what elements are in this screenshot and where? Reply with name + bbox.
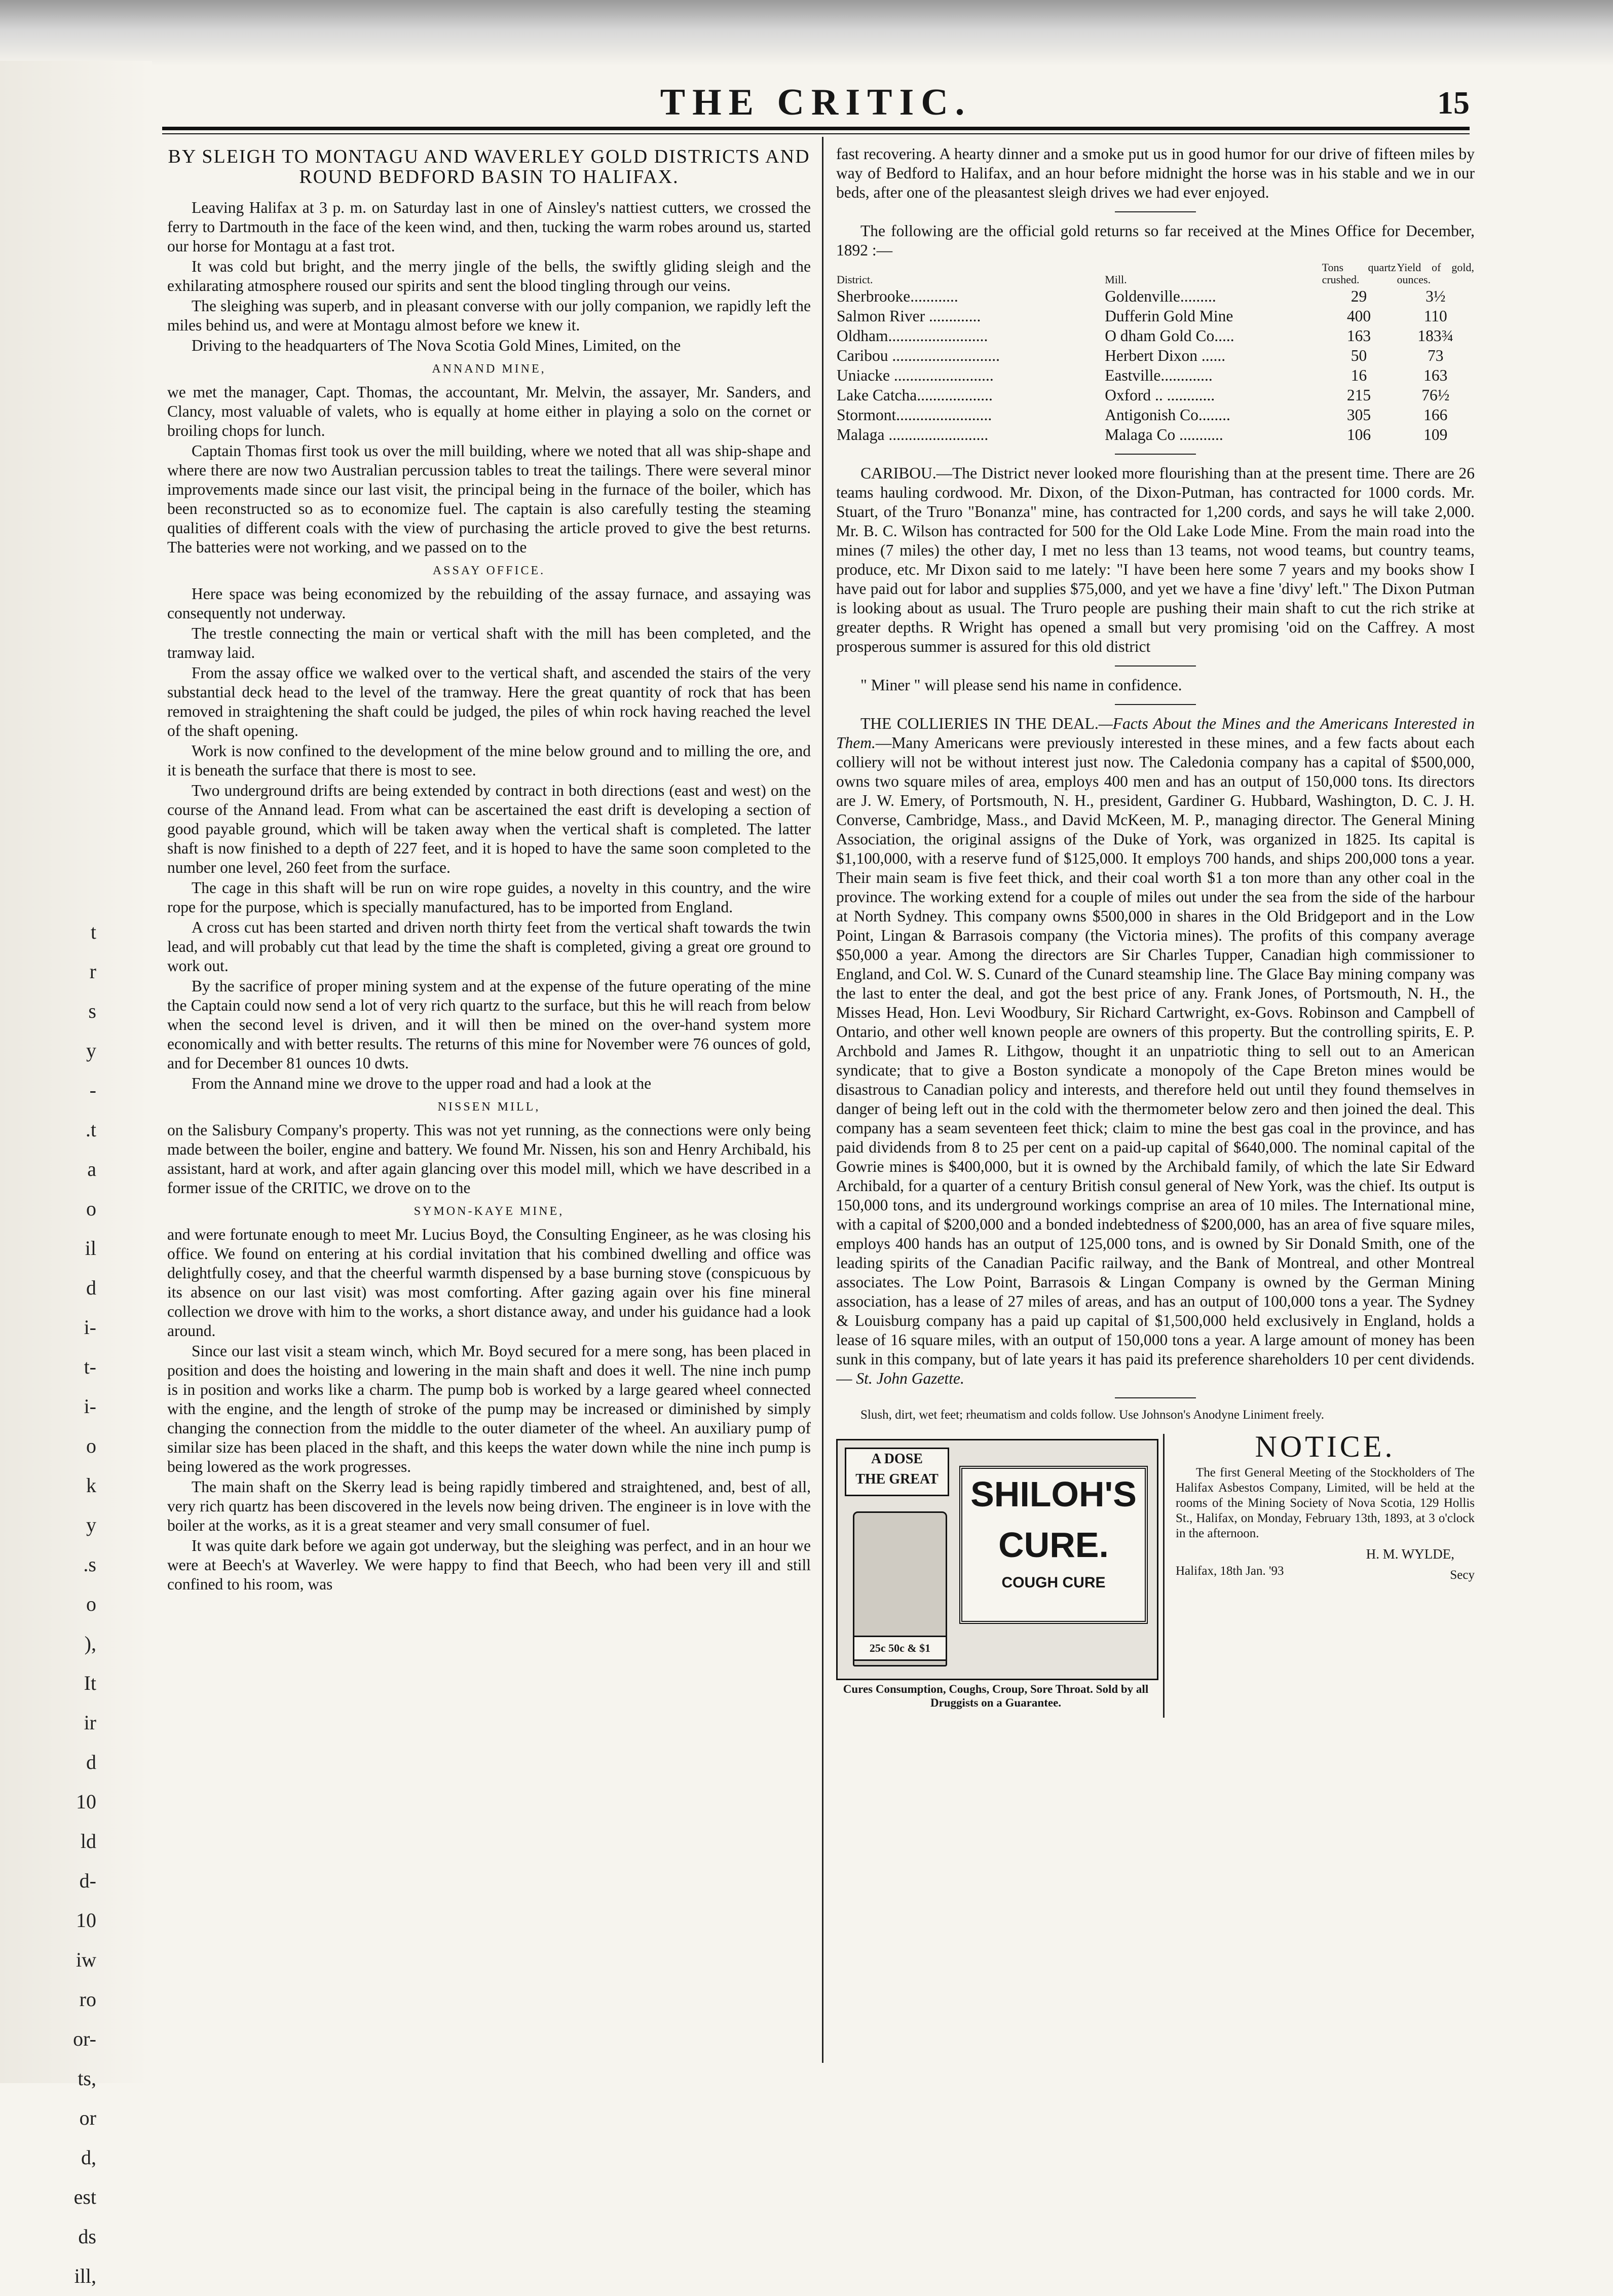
table-cell-mill: Oxford .. ............: [1105, 386, 1215, 404]
table-cell-district: Caribou ...........................: [837, 347, 1000, 364]
table-cell-yield: 73: [1428, 347, 1444, 364]
table-cell-tons: 215: [1346, 386, 1371, 404]
paragraph: The sleighing was superb, and in pleasant converse with our jolly companion, we rapidly left the miles behind us, and were at Montagu almost before we knew it.: [167, 297, 811, 334]
margin-fragment: r: [89, 960, 96, 983]
table-cell-district: Oldham.........................: [837, 327, 988, 345]
margin-fragment: or-: [73, 2027, 96, 2050]
table-cell-tons: 400: [1346, 307, 1371, 325]
table-header-row: [836, 261, 1475, 286]
margin-fragment: .s: [83, 1553, 96, 1576]
notice-box: [1176, 1430, 1475, 1582]
margin-fragment: t-: [84, 1355, 96, 1378]
paragraph: Since our last visit a steam winch, which Mr. Boyd secured for a mere song, has been placed in position and does the hoisting and lowering in the main shaft and does it well. The nine inch pump is in position and works like a charm. The pump bob is worked by a large geared wheel connected with the engine, and the length of stroke of the pump may be increased or diminished by simply changing the connection from the middle to the outer diameter of the wheel. An auxiliary pump of similar size has been placed in the shaft, and this keeps the water down while the nine inch pump is being lowered as the work progresses.: [167, 1342, 811, 1475]
notice-date-line: [1176, 1564, 1475, 1582]
paragraph: and were fortunate enough to meet Mr. Lucius Boyd, the Consulting Engineer, as he was closing his office. We found on entering at his cordial invitation that his combined dwelling and office was delightfully cosey, and that the cheerful warmth dispensed by a base burning stove (conspicuous by its absence on our last visit) was most comforting. After gazing again over his fine mineral collection we drove with him to the works, a short distance away, and under his guidance had a look around.: [167, 1226, 811, 1340]
table-cell-mill: Dufferin Gold Mine: [1105, 307, 1233, 325]
collieries-lead: THE COLLIERIES IN THE DEAL.: [860, 715, 1099, 732]
paragraph: From the assay office we walked over to the vertical shaft, and ascended the stairs of the very substantial deck head to the level of the tramway. Here the great quantity of rock that has been removed in straightening the shaft could be judged, the piles of whin rock having reached the level of the shaft opening.: [167, 664, 811, 739]
paragraph: Here space was being economized by the rebuilding of the assay furnace, and assaying was consequently not underway.: [167, 585, 811, 622]
margin-fragment: t: [90, 920, 96, 943]
table-cell-mill: Goldenville.........: [1105, 287, 1216, 305]
table-cell-district: Uniacke .........................: [837, 366, 994, 384]
margin-fragment: d,: [81, 2146, 96, 2169]
header-rule-thin: [162, 133, 1470, 134]
table-cell-yield: 183¾: [1417, 327, 1454, 345]
paragraph: Two underground drifts are being extended by contract in both directions (east and west) on the course of the Annand lead. From what can be ascertained the east drift is developing a section of good payable ground, which will be taken away when the vertical shaft is completed. The latter shaft is now finished to a depth of 227 feet, and it is hoped to have the same soon completed to the number one level, 260 feet from the surface.: [167, 782, 811, 876]
separator-rule: [1115, 704, 1196, 705]
margin-fragment: a: [87, 1158, 96, 1180]
notice-date: Halifax, 18th Jan. '93: [1176, 1564, 1284, 1578]
paragraph: From the Annand mine we drove to the upper road and had a look at the: [192, 1075, 652, 1092]
table-cell-tons: 163: [1346, 327, 1371, 345]
margin-fragment: ir: [84, 1711, 96, 1734]
advertisement-area: [836, 1430, 1475, 1718]
margin-fragment: k: [86, 1474, 96, 1497]
table-cell-yield: 163: [1423, 366, 1448, 384]
header-rule: [162, 127, 1470, 130]
margin-fragment: s: [88, 999, 96, 1022]
table-cell-tons: 106: [1346, 426, 1371, 443]
separator-rule: [1115, 1397, 1196, 1398]
page-number: 15: [1437, 85, 1470, 121]
margin-fragment: ill,: [74, 2265, 96, 2287]
margin-fragment: .t: [85, 1118, 96, 1141]
bottle-price: 25c 50c & $1: [853, 1636, 947, 1661]
notice-role: Secy: [1450, 1568, 1475, 1582]
margin-fragment: est: [73, 2186, 96, 2208]
table-row: [836, 286, 1475, 306]
margin-fragment: or: [79, 2106, 96, 2129]
section-heading: SYMON-KAYE MINE,: [414, 1205, 565, 1218]
table-row: [836, 326, 1475, 346]
paragraph: By the sacrifice of proper mining system and at the expense of the future operating of the mine the Captain could now send a lot of very rich quartz to the surface, but this he will reach from below when the second level is driven, and it will then be mined on the over-hand system more economically and with better results. The returns of this mine for November were 76 ounces of gold, and for December 81 ounces 10 dwts.: [167, 977, 811, 1072]
table-cell-mill: Malaga Co ...........: [1105, 426, 1223, 443]
notice-body: The first General Meeting of the Stockholders of The Halifax Asbestos Company, Limited, will be held at the rooms of the Mining Society of Nova Scotia, 129 Hollis St., Halifax, on Monday, February 13th, 1893, at 3 o'clock in the afternoon.: [1176, 1466, 1475, 1540]
margin-fragment: i-: [84, 1316, 96, 1339]
margin-fragment: d: [86, 1276, 96, 1299]
table-row: [836, 405, 1475, 425]
miner-note: " Miner " will please send his name in confidence.: [860, 676, 1182, 694]
bottle-label: COUGH CURE: [1001, 1574, 1106, 1591]
column-header: District.: [837, 273, 873, 286]
brand-label: SHILOH'S CURE. COUGH CURE: [959, 1466, 1148, 1624]
margin-fragment: y: [86, 1513, 96, 1536]
table-cell-mill: O dham Gold Co.....: [1105, 327, 1234, 345]
margin-fragment: -: [89, 1079, 96, 1101]
article-title: BY SLEIGH TO MONTAGU AND WAVERLEY GOLD DISTRICTS AND ROUND BEDFORD BASIN TO HALIFAX.: [168, 146, 810, 188]
paragraph: fast recovering. A hearty dinner and a smoke put us in good humor for our drive of fifteen miles by way of Bedford to Halifax, and an hour before midnight the horse was in his stable and we in our beds, after one of the pleasantest sleigh drives we had ever enjoyed.: [836, 145, 1475, 201]
table-cell-district: Salmon River .............: [837, 307, 981, 325]
paragraph: Work is now confined to the development of the mine below ground and to milling the ore, and it is beneath the surface that there is most to see.: [167, 742, 811, 779]
notice-signer: H. M. WYLDE,: [1366, 1546, 1454, 1562]
scan-shadow-top: [0, 0, 1613, 66]
column-divider: [822, 137, 823, 2063]
table-cell-yield: 166: [1423, 406, 1448, 424]
section-heading: NISSEN MILL,: [437, 1100, 541, 1114]
margin-fragment: ts,: [78, 2067, 96, 2090]
table-cell-tons: 16: [1351, 366, 1367, 384]
table-cell-yield: 76½: [1421, 386, 1450, 404]
margin-fragment: o: [86, 1593, 96, 1615]
paragraph: It was cold but bright, and the merry jingle of the bells, the swiftly gliding sleigh and the exhilarating atmosphere roused our spirits and sent the blood tingling through our veins.: [167, 257, 811, 294]
margin-fragment: il: [85, 1237, 96, 1260]
ad-caption: Cures Consumption, Coughs, Croup, Sore Throat. Sold by all Druggists on a Guarantee.: [843, 1683, 1149, 1709]
paragraph: A cross cut has been started and driven north thirty feet from the vertical shaft towards the twin lead, and will probably cut that lead by the time the shaft is completed, giving a great ore ground to work out.: [167, 918, 811, 975]
table-cell-mill: Herbert Dixon ......: [1105, 347, 1226, 364]
ad-illustration: [836, 1439, 1158, 1680]
caribou-lead: CARIBOU.: [860, 464, 936, 482]
right-column: [836, 144, 1475, 2050]
table-row: [836, 425, 1475, 445]
table-row: [836, 346, 1475, 365]
margin-fragment: d: [86, 1751, 96, 1773]
column-header: Mill.: [1105, 273, 1127, 286]
shiloh-advertisement: [836, 1439, 1155, 1713]
paragraph: Leaving Halifax at 3 p. m. on Saturday last in one of Ainsley's nattiest cutters, we crossed the ferry to Dartmouth in the face of the keen wind, and then, tucking the warm robes around us, started our horse for Montagu at a fast trot.: [167, 199, 811, 255]
margin-fragment: i-: [84, 1395, 96, 1418]
table-row: [836, 306, 1475, 326]
gold-returns-intro: The following are the official gold returns so far received at the Mines Office for December, 1892 :—: [836, 222, 1475, 259]
section-heading: ANNAND MINE,: [432, 362, 546, 376]
paragraph: on the Salisbury Company's property. This was not yet running, as the connections were only being made between the boiler, engine and battery. We found Mr. Nissen, his son and Henry Archibald, his assistant, hard at work, and after again glancing over this model mill, which we have described in a former issue of the CRITIC, we drove on to the: [167, 1121, 811, 1197]
collieries-subtitle: —Facts About the Mines and the Americans Interested in Them.: [836, 715, 1475, 752]
margin-fragment: iw: [76, 1948, 96, 1971]
gold-returns-table: [836, 261, 1475, 445]
margin-fragment: ds: [78, 2225, 96, 2248]
paragraph: The trestle connecting the main or vertical shaft with the mill has been completed, and the tramway laid.: [167, 624, 811, 661]
margin-fragment: ),: [84, 1632, 96, 1655]
margin-fragments: [10, 912, 111, 2296]
liniment-note: Slush, dirt, wet feet; rheumatism and colds follow. Use Johnson's Anodyne Liniment freely.: [860, 1408, 1325, 1422]
separator-rule: [1115, 211, 1196, 212]
table-cell-mill: Antigonish Co........: [1105, 406, 1230, 424]
margin-fragment: ld: [80, 1830, 96, 1853]
table-cell-yield: 110: [1423, 307, 1447, 325]
table-cell-district: Lake Catcha...................: [837, 386, 993, 404]
margin-fragment: 10: [76, 1790, 96, 1813]
column-header: Tons quartz crushed.: [1322, 261, 1396, 286]
paragraph: It was quite dark before we again got underway, but the sleighing was perfect, and in an hour we were at Beech's at Waverley. We were happy to find that Beech, who had been very ill and still confined to his room, was: [167, 1537, 811, 1593]
separator-rule: [1115, 454, 1196, 455]
paragraph: The cage in this shaft will be run on wire rope guides, a novelty in this country, and the wire rope for the purpose, which is specially manufactured, has to be imported from England.: [167, 879, 811, 916]
table-cell-tons: 29: [1351, 287, 1367, 305]
separator-rule: [1115, 665, 1196, 666]
table-row: [836, 385, 1475, 405]
collieries-text: —Many Americans were previously interested in these mines, and a few facts about each colliery will not be without interest just now. The Caledonia company has a capital of $500,000, owns two square miles of area, employs 400 men and has an output of 150,000 tons. Its directors are J. W. Emery, of Portsmouth, N. H., president, Gardiner G. Hubbard, Washington, D. C. J. H. Converse, Cambridge, Mass., and David McKeen, M. P., managing director. The General Mining Association, the original assigns of the Duke of York, was organized in 1825. Its capital is $1,100,000, with a reserve fund of $125,000. It employs 700 hands, and ships 200,000 tons a year. Their main seam is five feet thick, and their coal worth $1 a ton more than any other coal in the province. The working extend for a couple of miles out under the sea from the side of the harbour at North Sydney. This company owns $500,000 in shares in the Old Bridgeport and in the Low Point, Lingan & Barrasois company (the Victoria mines). The profits of this company average $50,000 a year. Among the directors are Sir Charles Tupper, Canadian high commissioner to England, and Col. W. S. Cunard of the Cunard steamship line. The Glace Bay mining company was the last to enter the deal, and got the best price of any. Frank Jones, of Portsmouth, N. H., the Misses Head, Hon. Levi Woodbury, Sir Richard Cartwright, ex-Govs. Robinson and Campbell of Ontario, and other well known people are owners of this property. But the controlling spirits, E. P. Archbold and James R. Lithgow, thought it an unpatriotic thing to sell out to an American syndicate; that to give a Boston syndicate a monopoly of the Cape Breton mines would be disastrous to Canadian policy and interests, and therefore held out until they found themselves in danger of being left out in the cold with the thermometer below zero and then joined the deal. This company has a seam seventeen feet thick; claim to mine the best gas coal in the province, and has paid dividends from 8 to 25 per cent on a paid-up capital of $640,000. The nominal capital of the Gowrie mines is $400,000, but it is owned by the Archibald family, of which the late Sir Edward Archibald, for a quarter of a century British consul general of New York, was the chief. Its output is 150,000 tons, and its underground workings comprise an area of 10 miles. The International mine, with a capital of $200,000 and a bonded indebtedness of $200,000, has an area of five square miles, employs 400 hands has an output of 125,000 tons, and is owned by Sir Donald Smith, one of the leading spirits of the Canadian Pacific railway, and the Bank of Montreal, and other Montreal associates. The Low Point, Barrasois & Lingan Company is owned by the German Mining association, has a lease of 27 miles of areas, and has an output of 100,000 tons a year. The Sydney & Louisburg company has a paid up capital of $1,500,000 held exclusively in England, holds a lease of 16 square miles, with an output of 150,000 tons a year. A large amount of money has been sunk in this company, but of late years it has paid its preference shareholders 10 per cent dividends.—: [836, 734, 1475, 1387]
dose-banner: A DOSE THE GREAT: [845, 1448, 949, 1496]
table-cell-yield: 3½: [1426, 287, 1446, 305]
table-row: [836, 365, 1475, 385]
paragraph: The main shaft on the Skerry lead is being rapidly timbered and straightened, and, best of all, very rich quartz has been discovered in the levels now being driven. The engineer is in love with the boiler at the works, as it is a great steamer and very small consumer of fuel.: [167, 1478, 811, 1534]
table-cell-district: Malaga .........................: [837, 426, 989, 443]
margin-fragment: y: [86, 1039, 96, 1062]
margin-fragment: It: [84, 1672, 96, 1694]
notice-title: NOTICE.: [1255, 1430, 1396, 1463]
left-column: [167, 144, 811, 2050]
column-header: Yield of gold, ounces.: [1397, 261, 1474, 286]
paragraph: we met the manager, Capt. Thomas, the accountant, Mr. Melvin, the assayer, Mr. Sanders, and Clancy, most valuable of valets, who is equally at home either in playing a solo on the cornet or broiling chops for lunch.: [167, 383, 811, 439]
table-cell-mill: Eastville.............: [1105, 366, 1213, 384]
table-cell-tons: 50: [1351, 347, 1367, 364]
table-cell-district: Sherbrooke............: [837, 287, 958, 305]
paragraph: Driving to the headquarters of The Nova Scotia Gold Mines, Limited, on the: [192, 337, 681, 354]
section-heading: ASSAY OFFICE.: [432, 564, 546, 577]
table-cell-district: Stormont........................: [837, 406, 992, 424]
table-cell-tons: 305: [1346, 406, 1371, 424]
margin-fragment: 10: [76, 1909, 96, 1932]
margin-fragment: o: [86, 1434, 96, 1457]
table-cell-yield: 109: [1423, 426, 1448, 443]
paragraph: Captain Thomas first took us over the mill building, where we noted that all was ship-shape and where there are now two Australian percussion tables to treat the tailings. There were several minor improvements made since our last visit, the principal being in the furnace of the boiler, which has been reconstructed so as to economize fuel. The captain is also carefully testing the steaming qualities of different coals with the view of purchasing the article proved to give the best returns. The batteries were not working, and we passed on to the: [167, 442, 811, 556]
ad-divider: [1163, 1434, 1165, 1718]
margin-fragment: d-: [79, 1869, 96, 1892]
collieries-source: St. John Gazette.: [856, 1369, 964, 1387]
caribou-text: —The District never looked more flourishing than at the present time. There are 26 teams hauling cordwood. Mr. Dixon, of the Dixon-Putman, has contracted for 1000 cords. Mr. Stuart, of the Truro "Bonanza" mine, has contracted for 1,200 cords, and says he will take 2,000. Mr. B. C. Wilson has contracted for 500 for the Old Lake Lode Mine. From the main road into the mines (7 miles) the other day, I met no less than 13 teams, not wood teams, but country teams, produce, etc. Mr Dixon said to me lately: "I have been here some 7 years and my books show I have paid out for labor and supplies $75,000, and yet we have a fine 'divy' left." The Dixon Putman is looking about as usual. The Truro people are pushing their main shaft to cut the rich strike at greater depths. R Wright has opened a small but very promising 'oid on the Caffrey. A most prosperous summer is assured for this old district: [836, 464, 1475, 655]
margin-fragment: ro: [79, 1988, 96, 2011]
gold-returns-body: [836, 286, 1475, 445]
masthead: THE CRITIC.: [660, 82, 972, 123]
margin-fragment: o: [86, 1197, 96, 1220]
